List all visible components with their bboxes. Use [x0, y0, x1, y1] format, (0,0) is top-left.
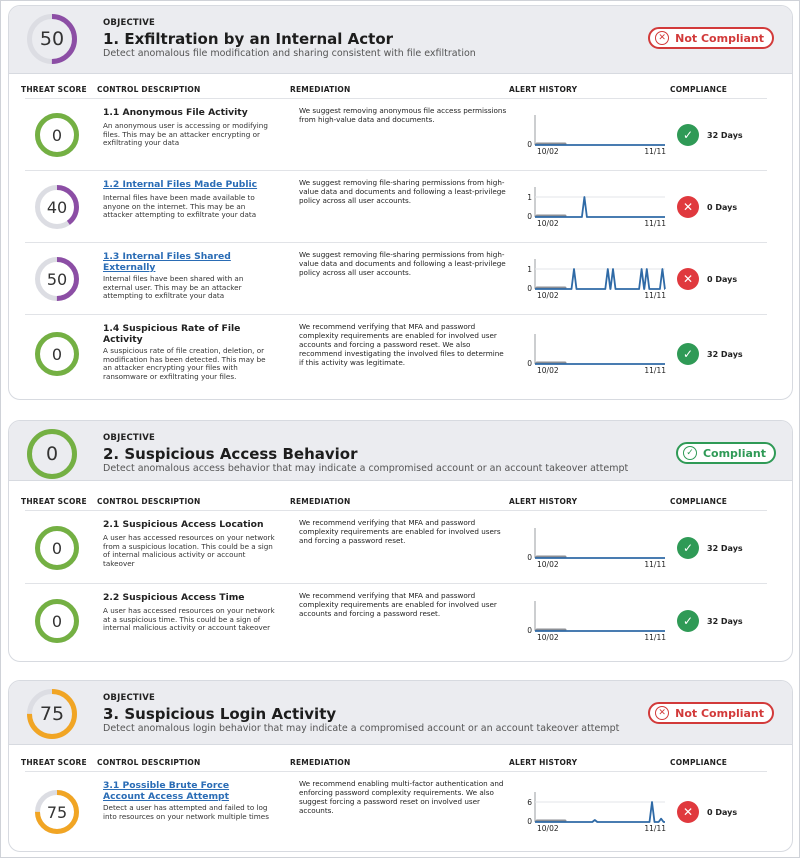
- column-header-threat-score: THREAT SCORE: [21, 497, 87, 506]
- control-title: 1.1 Anonymous File Activity: [103, 107, 248, 118]
- compliance-status-badge: [676, 442, 776, 464]
- control-description: An anonymous user is accessing or modifying files. This may be an attacker encrypting or exfiltrating your data: [103, 121, 268, 148]
- threat-score-value: 0: [51, 344, 63, 364]
- alert-history-chart: [513, 790, 673, 838]
- threat-score-ring: [35, 113, 79, 157]
- chart-x-start-label: 10/02: [537, 824, 559, 833]
- compliance-status-badge: [648, 702, 774, 724]
- control-row: [25, 510, 767, 583]
- check-icon: ✓: [677, 124, 699, 146]
- control-title-link[interactable]: 1.2 Internal Files Made Public: [103, 179, 258, 190]
- threat-score-ring: [35, 185, 79, 229]
- threat-score-value: 50: [39, 28, 65, 50]
- chart-x-end-label: 11/11: [644, 633, 666, 642]
- chart-x-end-label: 11/11: [644, 560, 666, 569]
- cross-circle-icon: ✕: [655, 31, 669, 45]
- chart-y-tick-label: 0: [527, 140, 532, 149]
- control-title-link[interactable]: 1.3 Internal Files Shared Externally: [103, 251, 231, 273]
- column-header-threat-score: THREAT SCORE: [21, 758, 87, 767]
- compliance-status-label: Compliant: [702, 446, 766, 460]
- control-description: A user has accessed resources on your network from a suspicious location. This could be a sign of internal malicious activity or account takeover: [103, 533, 275, 568]
- cross-icon: ✕: [677, 268, 699, 290]
- alert-history-chart: [513, 332, 673, 380]
- objective-header: [9, 6, 792, 74]
- column-header-control-description: CONTROL DESCRIPTION: [97, 497, 201, 506]
- column-header-remediation: REMEDIATION: [290, 497, 351, 506]
- threat-score-value: 0: [45, 443, 59, 465]
- alert-history-chart: [513, 113, 673, 161]
- objective-kicker: OBJECTIVE: [103, 433, 156, 443]
- chart-y-tick-label: 1: [527, 265, 532, 274]
- alert-history-chart: [513, 185, 673, 233]
- compliance-days: 32 Days: [707, 543, 743, 553]
- chart-x-start-label: 10/02: [537, 291, 559, 300]
- compliance-days: 0 Days: [707, 274, 738, 284]
- chart-x-start-label: 10/02: [537, 147, 559, 156]
- objective-description: Detect anomalous access behavior that may indicate a compromised account or an account takeover attempt: [103, 463, 629, 474]
- control-row: [25, 242, 767, 314]
- objective-kicker: OBJECTIVE: [103, 18, 156, 28]
- chart-y-tick-label: 0: [527, 817, 532, 826]
- chart-x-start-label: 10/02: [537, 560, 559, 569]
- chart-y-tick-label: 0: [527, 284, 532, 293]
- control-title-link[interactable]: 3.1 Possible Brute Force Account Access Attempt: [103, 780, 230, 802]
- threat-score-value: 75: [46, 802, 68, 822]
- chart-x-end-label: 11/11: [644, 291, 666, 300]
- threat-score-ring: [27, 14, 77, 64]
- threat-score-ring: [35, 790, 79, 834]
- cross-icon: ✕: [677, 196, 699, 218]
- threat-score-value: 40: [46, 197, 68, 217]
- check-icon: ✓: [677, 537, 699, 559]
- remediation-text: We recommend verifying that MFA and password complexity requirements are enabled for involved user accounts and forcing a password reset. We also recommend investigating the involved files to determine if this activity was legitimate.: [299, 322, 504, 367]
- control-description: Detect a user has attempted and failed to log into resources on your network multiple times: [103, 803, 269, 821]
- control-row: [25, 170, 767, 242]
- check-icon: ✓: [677, 610, 699, 632]
- remediation-text: We suggest removing file-sharing permissions from high-value data and documents and following a least-privilege policy across all user accounts.: [299, 250, 506, 277]
- compliance-status-label: Not Compliant: [675, 706, 764, 720]
- compliance-cell: [677, 801, 737, 823]
- threat-score-value: 0: [51, 611, 63, 631]
- column-header-threat-score: THREAT SCORE: [21, 85, 87, 94]
- cross-circle-icon: ✕: [655, 706, 669, 720]
- control-row: [25, 583, 767, 656]
- control-description: A suspicious rate of file creation, deletion, or modification has been detected. This may be an attacker encrypting your files with ransomware or exfiltrating your files.: [103, 346, 266, 381]
- control-row: [25, 771, 767, 851]
- objective-kicker: OBJECTIVE: [103, 693, 156, 703]
- chart-y-tick-label: 0: [527, 359, 532, 368]
- column-header-alert-history: ALERT HISTORY: [509, 758, 578, 767]
- control-description: A user has accessed resources on your network at a suspicious time. This could be a sign of internal malicious activity or account takeover: [103, 606, 275, 633]
- alert-history-chart: [513, 599, 673, 647]
- remediation-text: We recommend verifying that MFA and password complexity requirements are enabled for involved user accounts and forcing a password reset.: [299, 591, 497, 618]
- compliance-cell: [677, 196, 737, 218]
- threat-score-ring: [27, 429, 77, 479]
- threat-score-value: 75: [39, 703, 65, 725]
- chart-y-tick-label: 0: [527, 212, 532, 221]
- column-header-compliance: COMPLIANCE: [670, 85, 728, 94]
- check-circle-icon: ✓: [683, 446, 697, 460]
- threat-score-ring: [27, 689, 77, 739]
- control-row: [25, 314, 767, 392]
- threat-score-value: 0: [51, 125, 63, 145]
- alert-history-chart: [513, 526, 673, 574]
- objective-header: [9, 681, 792, 745]
- threat-score-ring: [35, 526, 79, 570]
- compliance-days: 0 Days: [707, 202, 738, 212]
- compliance-status-badge: [648, 27, 774, 49]
- alert-series-line: [535, 269, 665, 289]
- objective-description: Detect anomalous file modification and sharing consistent with file exfiltration: [103, 48, 476, 59]
- objective-title: 2. Suspicious Access Behavior: [103, 445, 358, 463]
- chart-y-tick-label: 6: [527, 798, 532, 807]
- control-description: Internal files have been shared with an external user. This may be an attacker attempting to exfiltrate your data: [103, 274, 244, 301]
- compliance-days: 32 Days: [707, 130, 743, 140]
- objective-title: 1. Exfiltration by an Internal Actor: [103, 30, 394, 48]
- alert-history-chart: [513, 257, 673, 305]
- control-title: 2.2 Suspicious Access Time: [103, 592, 245, 603]
- threat-score-value: 50: [46, 269, 68, 289]
- objective-card: [8, 5, 793, 400]
- compliance-cell: [677, 537, 743, 559]
- chart-x-start-label: 10/02: [537, 633, 559, 642]
- chart-x-end-label: 11/11: [644, 366, 666, 375]
- compliance-days: 32 Days: [707, 616, 743, 626]
- check-icon: ✓: [677, 343, 699, 365]
- column-header-control-description: CONTROL DESCRIPTION: [97, 85, 201, 94]
- control-title: 2.1 Suspicious Access Location: [103, 519, 264, 530]
- threat-score-value: 0: [51, 538, 63, 558]
- column-header-alert-history: ALERT HISTORY: [509, 497, 578, 506]
- compliance-cell: [677, 268, 737, 290]
- column-header-alert-history: ALERT HISTORY: [509, 85, 578, 94]
- remediation-text: We recommend enabling multi-factor authentication and enforcing password complexity requirements. We also suggest forcing a password reset on involved user accounts.: [299, 779, 504, 815]
- objective-card: [8, 680, 793, 852]
- alert-series-line: [535, 802, 665, 822]
- control-title: 1.4 Suspicious Rate of File Activity: [103, 323, 241, 345]
- remediation-text: We recommend verifying that MFA and password complexity requirements are enabled for involved users and forcing a password reset.: [299, 518, 501, 545]
- compliance-cell: [677, 343, 743, 365]
- remediation-text: We suggest removing file-sharing permissions from high-value data and documents and following a least-privilege policy across all user accounts.: [299, 178, 506, 205]
- compliance-cell: [677, 124, 743, 146]
- chart-x-start-label: 10/02: [537, 219, 559, 228]
- remediation-text: We suggest removing anonymous file access permissions from high-value data and documents.: [299, 106, 507, 124]
- column-header-remediation: REMEDIATION: [290, 85, 351, 94]
- objective-title: 3. Suspicious Login Activity: [103, 705, 337, 723]
- cross-icon: ✕: [677, 801, 699, 823]
- compliance-days: 0 Days: [707, 807, 738, 817]
- column-header-remediation: REMEDIATION: [290, 758, 351, 767]
- objective-header: [9, 421, 792, 481]
- compliance-status-label: Not Compliant: [675, 31, 764, 45]
- column-header-compliance: COMPLIANCE: [670, 758, 728, 767]
- chart-y-tick-label: 0: [527, 553, 532, 562]
- threat-score-ring: [35, 599, 79, 643]
- chart-x-end-label: 11/11: [644, 824, 666, 833]
- chart-x-start-label: 10/02: [537, 366, 559, 375]
- chart-y-tick-label: 1: [527, 193, 532, 202]
- chart-x-end-label: 11/11: [644, 219, 666, 228]
- column-header-control-description: CONTROL DESCRIPTION: [97, 758, 201, 767]
- compliance-cell: [677, 610, 743, 632]
- objective-card: [8, 420, 793, 662]
- objective-description: Detect anomalous login behavior that may indicate a compromised account or an account takeover attempt: [103, 723, 620, 734]
- compliance-days: 32 Days: [707, 349, 743, 359]
- threat-score-ring: [35, 257, 79, 301]
- column-header-compliance: COMPLIANCE: [670, 497, 728, 506]
- alert-series-line: [535, 197, 665, 217]
- chart-y-tick-label: 0: [527, 626, 532, 635]
- control-description: Internal files have been made available to anyone on the internet. This may be an attacker attempting to exfiltrate your data: [103, 193, 257, 220]
- control-row: [25, 98, 767, 170]
- chart-x-end-label: 11/11: [644, 147, 666, 156]
- threat-score-ring: [35, 332, 79, 376]
